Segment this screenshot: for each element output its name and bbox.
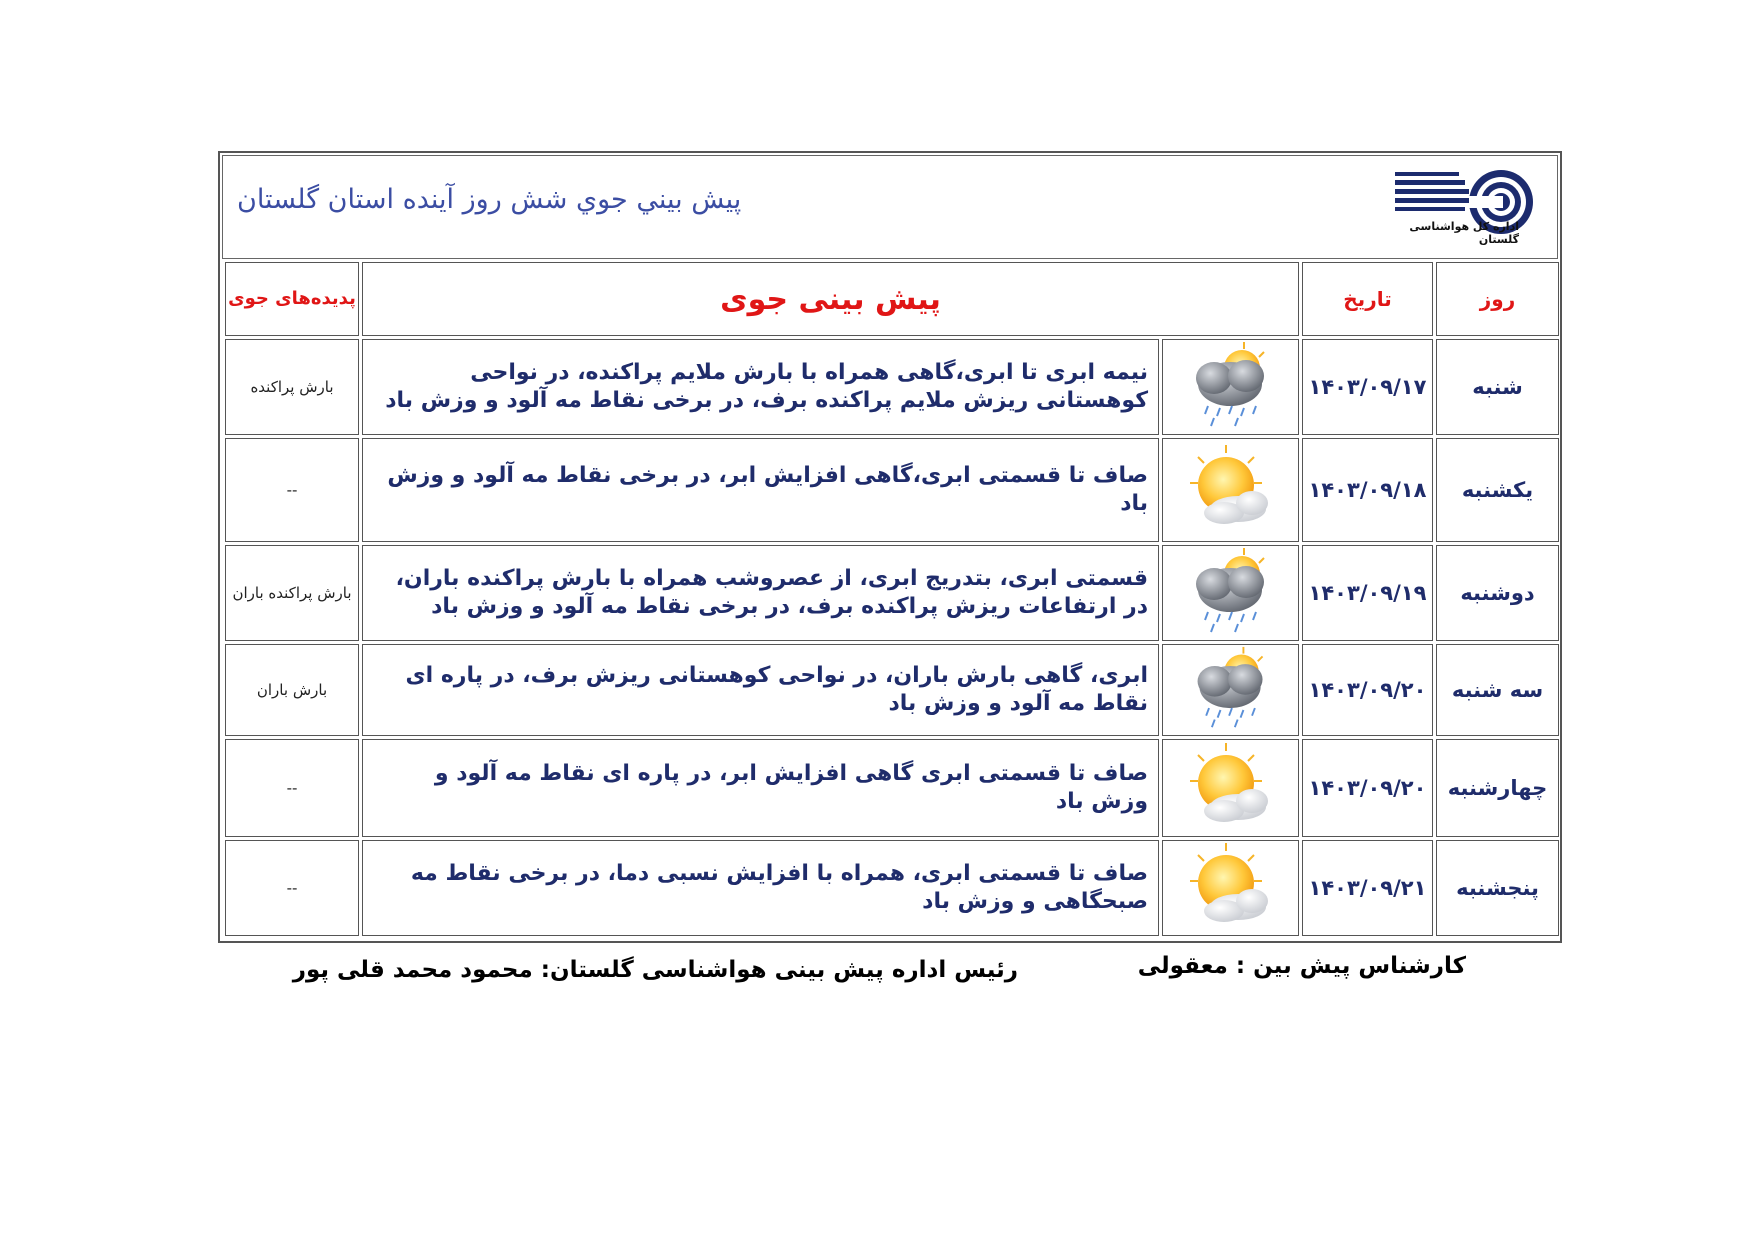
cloud-rain-icon <box>1162 644 1299 736</box>
forecast-text: قسمتی ابری، بتدریج ابری، از عصروشب همراه با بارش پراکنده باران، در ارتفاعات ریزش پراکنده برف، در برخی نقاط مه آلود و وزش باد <box>362 545 1159 641</box>
date-cell: ۱۴۰۳/۰۹/۲۰ <box>1302 739 1433 837</box>
phenomena-cell: بارش پراکنده باران <box>225 545 359 641</box>
day-cell: پنجشنبه <box>1436 840 1559 936</box>
table-row <box>225 545 1559 641</box>
table-row <box>225 739 1559 837</box>
table-row <box>225 644 1559 736</box>
column-header-phenomena: پدیده‌های جوی <box>225 262 359 336</box>
column-header-day: روز <box>1436 262 1559 336</box>
forecast-text: صاف تا قسمتی ابری گاهی افزایش ابر، در پاره ای نقاط مه آلود و وزش باد <box>362 739 1159 837</box>
page-title: پيش بيني جوي شش روز آينده استان گلستان <box>237 184 742 215</box>
phenomena-cell: بارش باران <box>225 644 359 736</box>
table-header-row <box>225 262 1559 336</box>
forecast-text: نیمه ابری تا ابری،گاهی همراه با بارش ملایم پراکنده، در نواحی کوهستانی ریزش ملایم پراکنده برف، در برخی نقاط مه آلود و وزش باد <box>362 339 1159 435</box>
phenomena-cell: -- <box>225 840 359 936</box>
phenomena-cell: -- <box>225 438 359 542</box>
cloud-rain-icon <box>1162 545 1299 641</box>
day-cell: چهارشنبه <box>1436 739 1559 837</box>
forecast-frame <box>218 151 1562 943</box>
logo-subtitle: اداره کل هواشناسی گلستان <box>1409 220 1519 246</box>
column-header-date: تاریخ <box>1302 262 1433 336</box>
sun-cloud-icon <box>1162 739 1299 837</box>
forecast-text: صاف تا قسمتی ابری،گاهی افزایش ابر، در برخی نقاط مه آلود و وزش باد <box>362 438 1159 542</box>
date-cell: ۱۴۰۳/۰۹/۲۱ <box>1302 840 1433 936</box>
forecast-document <box>218 151 1562 983</box>
date-cell: ۱۴۰۳/۰۹/۱۸ <box>1302 438 1433 542</box>
day-cell: سه شنبه <box>1436 644 1559 736</box>
sun-cloud-icon <box>1162 438 1299 542</box>
date-cell: ۱۴۰۳/۰۹/۱۹ <box>1302 545 1433 641</box>
phenomena-cell: بارش پراکنده <box>225 339 359 435</box>
date-cell: ۱۴۰۳/۰۹/۱۷ <box>1302 339 1433 435</box>
day-cell: شنبه <box>1436 339 1559 435</box>
table-row <box>225 438 1559 542</box>
cloud-rain-icon <box>1162 339 1299 435</box>
meteorological-organization-logo <box>1389 166 1539 252</box>
day-cell: یکشنبه <box>1436 438 1559 542</box>
day-cell: دوشنبه <box>1436 545 1559 641</box>
table-row <box>225 840 1559 936</box>
sun-cloud-icon <box>1162 840 1299 936</box>
signature-footer <box>218 951 1562 991</box>
forecaster-name: کارشناس پیش بین : معقولی <box>1137 953 1466 979</box>
column-header-forecast: پیش بینی جوی <box>362 262 1299 336</box>
forecast-text: صاف تا قسمتی ابری، همراه با افزایش نسبی دما، در برخی نقاط مه صبحگاهی و وزش باد <box>362 840 1159 936</box>
document-header <box>222 155 1558 259</box>
forecast-table <box>222 259 1562 939</box>
date-cell: ۱۴۰۳/۰۹/۲۰ <box>1302 644 1433 736</box>
phenomena-cell: -- <box>225 739 359 837</box>
table-row <box>225 339 1559 435</box>
forecast-text: ابری، گاهی بارش باران، در نواحی کوهستانی ریزش برف، در پاره ای نقاط مه آلود و وزش باد <box>362 644 1159 736</box>
office-head-name: رئیس اداره پیش بینی هواشناسی گلستان: محمود محمد قلی پور <box>292 957 1018 983</box>
